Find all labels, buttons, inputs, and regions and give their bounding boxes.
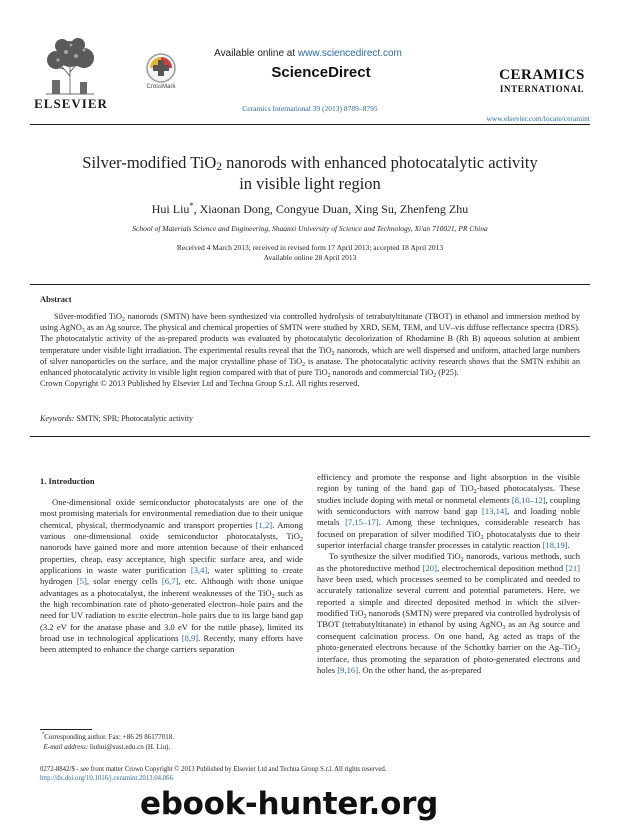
citation-link[interactable]: [8,10–12] xyxy=(511,494,546,505)
watermark: ebook-hunter.org xyxy=(140,786,438,822)
journal-url-link[interactable]: www.elsevier.com/locate/ceramint xyxy=(486,114,590,123)
citation-link[interactable]: [3,4] xyxy=(190,565,208,576)
publisher-name: ELSEVIER xyxy=(34,96,108,111)
footnote-rule xyxy=(40,729,92,730)
citation-link[interactable]: [20] xyxy=(422,562,437,573)
abstract-heading: Abstract xyxy=(40,294,72,304)
header-rule xyxy=(30,124,590,125)
available-online: Available online at www.sciencedirect.com xyxy=(214,48,402,59)
abstract-text: Silver-modified TiO$_2$ nanorods (SMTN) have been synthesized via controlled hydrolysis of tetrabutyltitanate (TBOT) in ethanol and immersion method by using AgNO$_3$ as an Ag source. The physical and chemical properties of SMTN were studied by XRD, SEM, TEM, and UV–vis diffuse reflectance spectra (DRS). The photocatalytic activity of the as-prepared products was evaluated by photocatalytic decolorization of Rhodamine B (Rh B) aqueous solution at ambient temperature under visible light irradiation. The experimental results reveal that the TiO$_2$ nanorods, which are well dispersed and uniform, attached large numbers of silver nanoparticles on the surface, and the major crystalline phase of TiO$_2$ is anatase. The photocatalytic activity research shows that the SMTN exhibit an enhanced photocatalytic activity in visible light region compared with that of pure TiO$_2$ nanorods and commercial TiO$_2$ (P25). Crown Copyright © 2013 Published by Elsevier Ltd and Techna Group S.r.l. All rights reserved. xyxy=(40,312,581,389)
keywords: Keywords: SMTN; SPR; Photocatalytic activity xyxy=(40,414,194,423)
citation-link[interactable]: [5] xyxy=(76,576,87,587)
sciencedirect-link[interactable]: www.sciencedirect.com xyxy=(297,48,402,59)
crossmark-label: CrossMark xyxy=(146,84,176,90)
doi-link[interactable]: http://dx.doi.org/10.1016/j.ceramint.2013.04.066 xyxy=(40,775,173,782)
author-list: Hui Liu*, Xiaonan Dong, Congyue Duan, Xing Su, Zhenfeng Zhu xyxy=(151,201,469,216)
front-matter-info: 0272-8842/$ - see front matter Crown Copyright © 2013 Published by Elsevier Ltd and Techna Group S.r.l. All rights reserved. http://dx.doi.org/10.1016/j.ceramint.2013.04.066 xyxy=(40,765,580,783)
journal-reference-link[interactable]: Ceramics International 39 (2013) 8789–8795 xyxy=(242,104,378,113)
citation-link[interactable]: [9,16] xyxy=(337,664,359,675)
citation-link[interactable]: [18,19] xyxy=(542,540,568,551)
section-heading-introduction: 1. Introduction xyxy=(40,476,95,486)
citation-link[interactable]: [21] xyxy=(565,562,581,573)
corresponding-mark: * xyxy=(189,201,194,210)
journal-name-sub: INTERNATIONAL xyxy=(499,84,585,94)
citation-link[interactable]: [6,7] xyxy=(161,576,179,587)
journal-name: CERAMICS xyxy=(499,67,585,83)
crossmark-icon[interactable] xyxy=(145,52,177,84)
author-email[interactable]: liuhui@sust.edu.cn (H. Liu). xyxy=(88,743,171,751)
article-title: Silver-modified TiO$_2$ nanorods with enhanced photocatalytic activity in visible light region xyxy=(82,153,538,193)
abstract-bottom-rule xyxy=(30,436,590,437)
abstract-top-rule xyxy=(30,284,590,285)
elsevier-tree-logo xyxy=(38,36,102,96)
citation-link[interactable]: [1,2] xyxy=(255,519,273,530)
citation-link[interactable]: [7,15–17] xyxy=(345,517,379,528)
affiliation: School of Materials Science and Engineering, Shaanxi University of Science and Technology, Xi'an 710021, PR China xyxy=(132,224,488,233)
copyright-line: Crown Copyright © 2013 Published by Elsevier Ltd and Techna Group S.r.l. All rights reserved. xyxy=(40,379,360,389)
footnote: *Corresponding author. Fax: +86 29 86177018. E-mail address: liuhui@sust.edu.cn (H. Liu). xyxy=(41,732,174,751)
article-dates: Received 4 March 2013; received in revised form 17 April 2013; accepted 18 April 2013 Available online 28 April 2013 xyxy=(176,243,444,262)
citation-link[interactable]: [13,14] xyxy=(481,506,508,517)
right-column-text: efficiency and promote the response and light absorption in the visible region by tuning of the band gap of TiO$_2$-based photocatalysts. These studies include doping with metal or nonmetal elements [8,10–12], coupling with semiconductors with narrow band gap [13,14], and loading noble metals [7,15–17]. Among these techniques, considerable research has focused on preparation of silver modified TiO$_2$ photocatalysts due to their superior interfacial charge transfer processes in catalytic reaction [18,19]. To synthesize the silver modified TiO$_2$ nanorods, various methods, such as the photoreductive method [20], electrochemical deposition method [21] have been used, which processes seemed to be complicated and needed to accurately rationalize several current and potential parameters. Here, we reported a simple and directed deposited method in which the silver-modified TiO$_2$ nanorods (SMTN) were prepared via controlled hydrolysis of TBOT (tetrabutyltitanate) in ethanol by using AgNO$_3$ as an Ag source and consequent calcination process. On one hand, Ag acted as traps of the photo-generated electrons because of the Schottky barrier on the Ag–TiO$_2$ interface, thus promoting the separation of photo-generated electrons and holes [9,16]. On the other hand, the as-prepared xyxy=(317,472,581,675)
left-column-text: One-dimensional oxide semiconductor photocatalysts are one of the most promising materials for environmental remediation due to their unique chemical, physical, thermodynamic and transport properties [1,2]. Among various one-dimensional oxide semiconductor photocatalysts, TiO$_2$ nanorods have gained more and more attention because of their enhanced properties, cheap, easy acceptance, high specific surface area, and wide applications in waste water purification [3,4], water splitting to create hydrogen [5], solar energy cells [6,7], etc. Although with those unique advantages as a photocatalyst, the inherent weaknesses of the TiO$_2$ such as the high recombination rate of photo-generated electron–hole pairs and the need for UV radiation to excite electron–hole pairs due to its large band gap (3.2 eV for the anatase phase and 3.0 eV for the rutile phase), limited its broad use in technological applications [8,9]. Recently, many efforts have been attempted to enhance the charge carriers separation xyxy=(40,497,304,655)
citation-link[interactable]: [8,9] xyxy=(181,633,199,644)
sciencedirect-wordmark: ScienceDirect xyxy=(271,64,371,81)
